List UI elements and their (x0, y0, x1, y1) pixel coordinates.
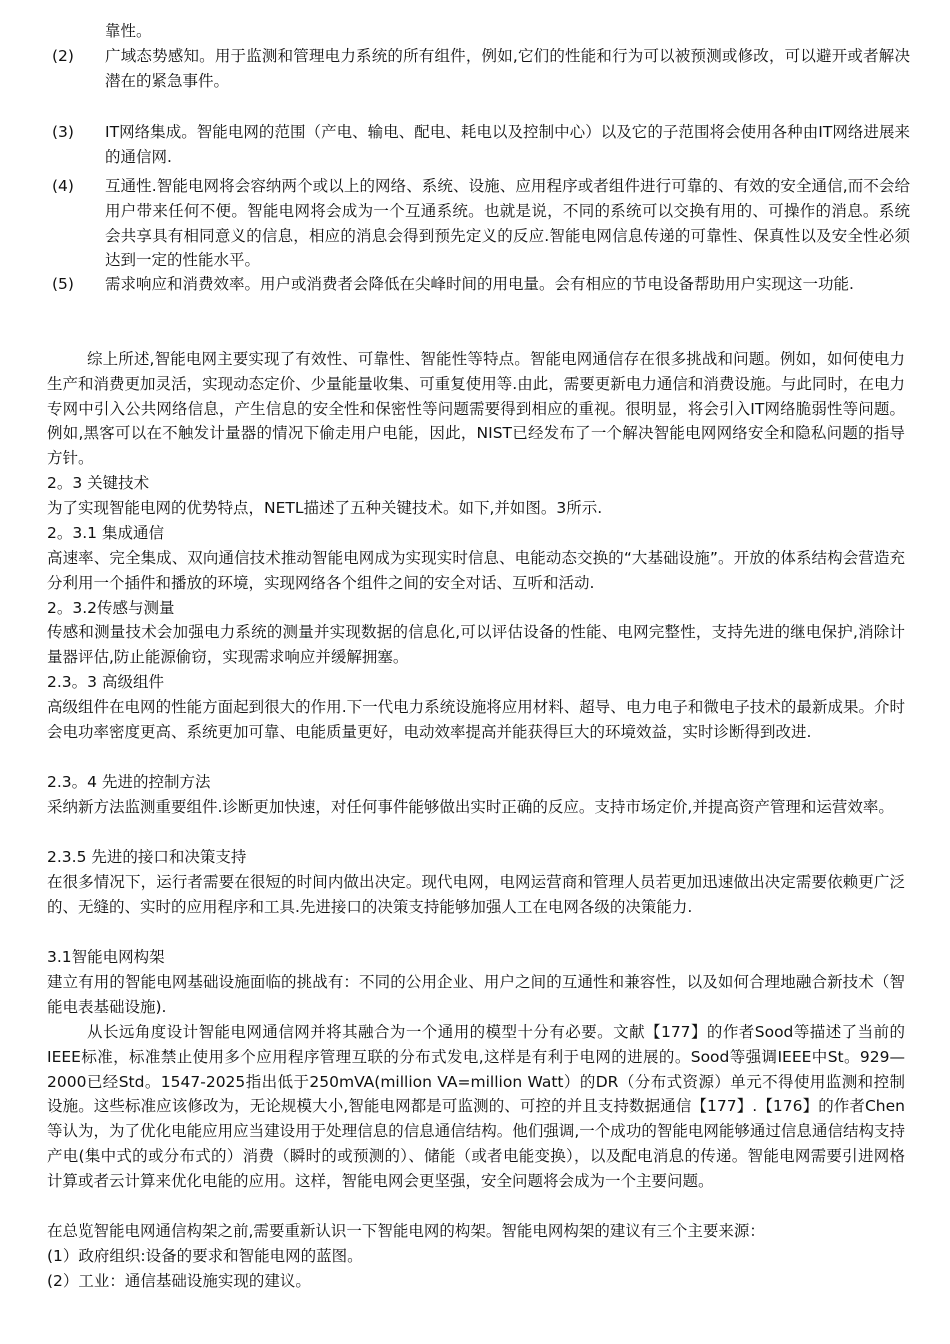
paragraph: 采纳新方法监测重要组件.诊断更加快速，对任何事件能够做出实时正确的反应。支持市场定价,并提高资产管理和运营效率。 (47, 798, 894, 816)
paragraph: 为了实现智能电网的优势特点，NETL描述了五种关键技术。如下,并如图。3所示. (47, 499, 603, 517)
summary-paragraph: 综上所述,智能电网主要实现了有效性、可靠性、智能性等特点。智能电网通信存在很多挑战和问题。例如，如何使电力生产和消费更加灵活，实现动态定价、少量能量收集、可重复使用等.由此，需要更新电力通信和消费设施。与此同时，在电力专网中引入公共网络信息，产生信息的安全性和保密性等问题需要得到相应的重视。很明显，将会引入IT网络脆弱性等问题。例如,黑客可以在不触发计量器的情况下偷走用户电能，因此，NIST已经发布了一个解决智能电网网络安全和隐私问题的指导方针。 (47, 350, 905, 468)
list-item: (2）工业：通信基础设施实现的建议。 (47, 1272, 311, 1290)
paragraph: 传感和测量技术会加强电力系统的测量并实现数据的信息化,可以评估设备的性能、电网完整性，支持先进的继电保护,消除计量器评估,防止能源偷窃，实现需求响应并缓解拥塞。 (47, 623, 905, 666)
paragraph: 建立有用的智能电网基础设施面临的挑战有：不同的公用企业、用户之间的互通性和兼容性，以及如何合理地融合新技术（智能电表基础设施). (47, 973, 905, 1016)
list-item: (1）政府组织:设备的要求和智能电网的蓝图。 (47, 1247, 363, 1265)
section-heading: 2。3 关键技术 (47, 474, 150, 492)
paragraph: 高级组件在电网的性能方面起到很大的作用.下一代电力系统设施将应用材料、超导、电力电子和微电子技术的最新成果。介时会电功率密度更高、系统更加可靠、电能质量更好，电动效率提高并能获得巨大的环境效益，实时诊断得到改进. (47, 698, 905, 741)
list-item-text: 互通性.智能电网将会容纳两个或以上的网络、系统、设施、应用程序或者组件进行可靠的、有效的安全通信,而不会给用户带来任何不便。智能电网将会成为一个互通系统。也就是说，不同的系统可以交换有用的、可操作的消息。系统会共享具有相同意义的信息，相应的消息会得到预先定义的反应.智能电网信息传递的可靠性、保真性以及安全性必须达到一定的性能水平。 (105, 177, 910, 270)
section-heading: 2。3.2传感与测量 (47, 599, 175, 617)
section-heading: 2。3.1 集成通信 (47, 524, 164, 542)
section-heading: 2.3.5 先进的接口和决策支持 (47, 848, 247, 866)
list-item (52, 272, 910, 297)
paragraph: 在总览智能电网通信构架之前,需要重新认识一下智能电网的构架。智能电网构架的建议有三个主要来源： (47, 1222, 765, 1240)
list-item-number: (4) (52, 177, 74, 195)
paragraph: 高速率、完全集成、双向通信技术推动智能电网成为实现实时信息、电能动态交换的“大基础设施”。开放的体系结构会营造充分利用一个插件和播放的环境，实现网络各个组件之间的安全对话、互听和活动. (47, 549, 905, 592)
list-item-text: 广域态势感知。用于监测和管理电力系统的所有组件，例如,它们的性能和行为可以被预测或修改，可以避开或者解决潜在的紧急事件。 (105, 47, 910, 90)
paragraph: 从长远角度设计智能电网通信网并将其融合为一个通用的模型十分有必要。文献【177】的作者Sood等描述了当前的IEEE标准，标准禁止使用多个应用程序管理互联的分布式发电,这样是有利于电网的进展的。Sood等强调IEEE中St。929—2000已经Std。1547-2025指出低于250mVA(million VA=million Watt）的DR（分布式资源）单元不得使用监测和控制设施。这些标准应该修改为，无论规模大小,智能电网都是可监测的、可控的并且支持数据通信【177】.【176】的作者Chen等认为，为了优化电能应用应当建设用于处理信息的信息通信结构。他们强调,一个成功的智能电网能够通过信息通信结构支持产电(集中式的或分布式的）消费（瞬时的或预测的）、储能（或者电能变换），以及配电消息的传递。智能电网需要引进网格计算或者云计算来优化电能的应用。这样，智能电网会更坚强，安全问题将会成为一个主要问题。 (47, 1023, 905, 1190)
list-item-number: (5) (52, 275, 74, 293)
list-item (52, 174, 910, 273)
section-heading: 3.1智能电网构架 (47, 948, 165, 966)
section-heading: 2.3。4 先进的控制方法 (47, 773, 211, 791)
list-item-text: IT网络集成。智能电网的范围（产电、输电、配电、耗电以及控制中心）以及它的子范围将会使用各种由IT网络进展来的通信网. (105, 123, 910, 166)
list-item-number: (3) (52, 123, 74, 141)
continued-text-line: 靠性。 (105, 22, 152, 40)
list-item-text: 需求响应和消费效率。用户或消费者会降低在尖峰时间的用电量。会有相应的节电设备帮助用户实现这一功能. (105, 275, 854, 293)
section-heading: 2.3。3 高级组件 (47, 673, 164, 691)
paragraph: 在很多情况下，运行者需要在很短的时间内做出决定。现代电网，电网运营商和管理人员若更加迅速做出决定需要依赖更广泛的、无缝的、实时的应用程序和工具.先进接口的决策支持能够加强人工在电网各级的决策能力. (47, 873, 905, 916)
list-item (52, 44, 910, 94)
list-item (52, 120, 910, 170)
list-item-number: (2) (52, 47, 74, 65)
